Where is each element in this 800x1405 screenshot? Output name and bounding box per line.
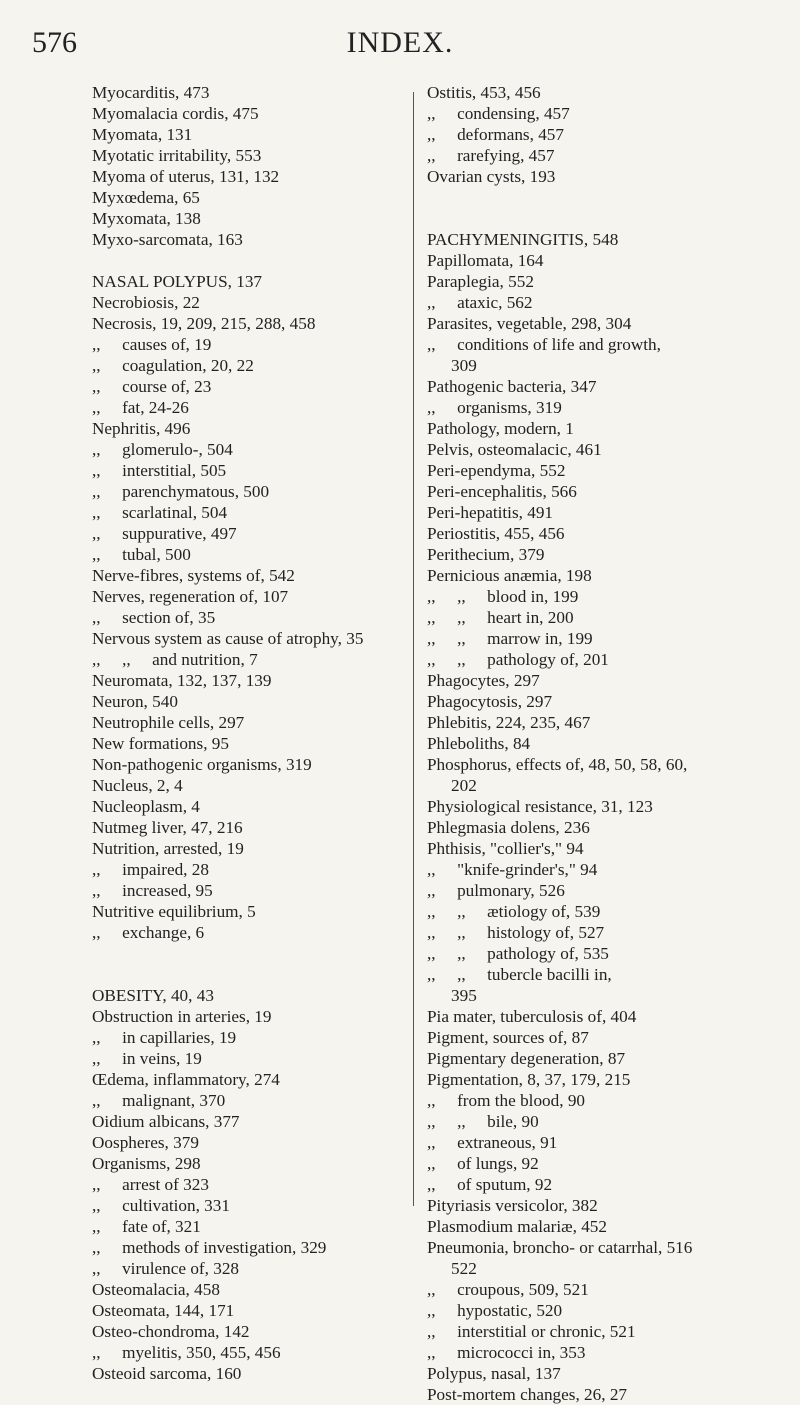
index-entry: ,, interstitial or chronic, 521 <box>427 1322 636 1341</box>
index-entry: Pigmentary degeneration, 87 <box>427 1049 626 1068</box>
right-index-column <box>427 82 782 1405</box>
index-entry: ,, from the blood, 90 <box>427 1091 586 1110</box>
index-entry: Phagocytes, 297 <box>427 671 540 690</box>
index-entry: ,, exchange, 6 <box>92 923 205 942</box>
index-entry: Papillomata, 164 <box>427 251 544 270</box>
index-entry: ,, deformans, 457 <box>427 125 564 144</box>
index-entry: ,, section of, 35 <box>92 608 216 627</box>
column-divider <box>413 92 414 1206</box>
index-entry: ,, condensing, 457 <box>427 104 570 123</box>
index-entry: Phthisis, "collier's," 94 <box>427 839 584 858</box>
index-entry: Nucleoplasm, 4 <box>92 797 200 816</box>
index-entry: ,, increased, 95 <box>92 881 213 900</box>
index-entry: Peri-hepatitis, 491 <box>427 503 554 522</box>
index-entry: Necrosis, 19, 209, 215, 288, 458 <box>92 314 316 333</box>
index-entry: Pathogenic bacteria, 347 <box>427 377 597 396</box>
index-entry: Post-mortem changes, 26, 27 <box>427 1385 628 1404</box>
index-entry: ,, ,, blood in, 199 <box>427 587 579 606</box>
index-entry: ,, ,, bile, 90 <box>427 1112 539 1131</box>
index-spacer <box>92 943 412 964</box>
index-entry: Nucleus, 2, 4 <box>92 776 183 795</box>
index-entry: Myomalacia cordis, 475 <box>92 104 259 123</box>
index-entry: Nephritis, 496 <box>92 419 191 438</box>
index-entry: 522 <box>451 1259 477 1278</box>
index-entry: Myxœdema, 65 <box>92 188 200 207</box>
index-spacer <box>92 964 412 985</box>
index-entry: Nutrition, arrested, 19 <box>92 839 244 858</box>
index-entry: Ostitis, 453, 456 <box>427 83 541 102</box>
index-entry: PACHYMENINGITIS, 548 <box>427 230 619 249</box>
index-entry: ,, rarefying, 457 <box>427 146 555 165</box>
index-entry: Pigment, sources of, 87 <box>427 1028 589 1047</box>
index-entry: ,, ,, tubercle bacilli in, <box>427 965 612 984</box>
index-entry: Phagocytosis, 297 <box>427 692 553 711</box>
index-entry: Nutritive equilibrium, 5 <box>92 902 256 921</box>
index-entry: ,, in veins, 19 <box>92 1049 202 1068</box>
left-index-column <box>92 82 412 1384</box>
index-entry: ,, parenchymatous, 500 <box>92 482 270 501</box>
index-entry: ,, malignant, 370 <box>92 1091 226 1110</box>
index-entry: Osteoid sarcoma, 160 <box>92 1364 242 1383</box>
index-entry: ,, coagulation, 20, 22 <box>92 356 254 375</box>
index-entry: ,, course of, 23 <box>92 377 212 396</box>
index-spacer <box>427 187 782 208</box>
index-entry: Nerves, regeneration of, 107 <box>92 587 289 606</box>
index-entry: Pelvis, osteomalacic, 461 <box>427 440 602 459</box>
index-entry: Parasites, vegetable, 298, 304 <box>427 314 632 333</box>
index-entry: Nerve-fibres, systems of, 542 <box>92 566 295 585</box>
index-entry: Neutrophile cells, 297 <box>92 713 245 732</box>
index-entry: Organisms, 298 <box>92 1154 201 1173</box>
index-entry: Phlebitis, 224, 235, 467 <box>427 713 591 732</box>
index-entry: ,, causes of, 19 <box>92 335 212 354</box>
index-entry: Osteo-chondroma, 142 <box>92 1322 250 1341</box>
index-entry: ,, in capillaries, 19 <box>92 1028 237 1047</box>
index-entry: Myomata, 131 <box>92 125 193 144</box>
index-entry: 202 <box>451 776 477 795</box>
index-entry: ,, methods of investigation, 329 <box>92 1238 327 1257</box>
index-entry: Myoma of uterus, 131, 132 <box>92 167 280 186</box>
index-entry: ,, myelitis, 350, 455, 456 <box>92 1343 281 1362</box>
index-entry: ,, virulence of, 328 <box>92 1259 240 1278</box>
index-entry: ,, organisms, 319 <box>427 398 562 417</box>
index-entry: Obstruction in arteries, 19 <box>92 1007 272 1026</box>
index-entry: ,, interstitial, 505 <box>92 461 227 480</box>
index-entry: ,, ,, pathology of, 535 <box>427 944 609 963</box>
index-entry: Plasmodium malariæ, 452 <box>427 1217 607 1236</box>
index-entry: Œdema, inflammatory, 274 <box>92 1070 280 1089</box>
index-entry: ,, tubal, 500 <box>92 545 191 564</box>
index-spacer <box>92 250 412 271</box>
index-entry: New formations, 95 <box>92 734 229 753</box>
index-entry: ,, arrest of 323 <box>92 1175 209 1194</box>
index-spacer <box>427 208 782 229</box>
index-entry: Perithecium, 379 <box>427 545 545 564</box>
index-entry: ,, fate of, 321 <box>92 1217 201 1236</box>
index-entry: ,, ,, heart in, 200 <box>427 608 574 627</box>
index-entry: Pia mater, tuberculosis of, 404 <box>427 1007 637 1026</box>
index-entry: Necrobiosis, 22 <box>92 293 200 312</box>
page-title: INDEX. <box>346 26 454 59</box>
index-entry: Peri-ependyma, 552 <box>427 461 566 480</box>
index-entry: ,, ,, and nutrition, 7 <box>92 650 258 669</box>
index-entry: Periostitis, 455, 456 <box>427 524 565 543</box>
index-entry: Neuron, 540 <box>92 692 178 711</box>
index-entry: ,, fat, 24-26 <box>92 398 189 417</box>
index-entry: Phlegmasia dolens, 236 <box>427 818 590 837</box>
index-entry: Pityriasis versicolor, 382 <box>427 1196 598 1215</box>
index-entry: ,, "knife-grinder's," 94 <box>427 860 598 879</box>
index-entry: ,, suppurative, 497 <box>92 524 237 543</box>
index-entry: ,, micrococci in, 353 <box>427 1343 586 1362</box>
index-entry: ,, scarlatinal, 504 <box>92 503 228 522</box>
index-entry: ,, cultivation, 331 <box>92 1196 230 1215</box>
index-entry: ,, impaired, 28 <box>92 860 209 879</box>
index-entry: ,, ,, histology of, 527 <box>427 923 605 942</box>
index-entry: ,, glomerulo-, 504 <box>92 440 233 459</box>
index-entry: NASAL POLYPUS, 137 <box>92 272 263 291</box>
index-entry: ,, conditions of life and growth, <box>427 335 661 354</box>
index-entry: Osteomata, 144, 171 <box>92 1301 235 1320</box>
index-entry: Nervous system as cause of atrophy, 35 <box>92 629 364 648</box>
index-entry: OBESITY, 40, 43 <box>92 986 214 1005</box>
index-entry: ,, ,, pathology of, 201 <box>427 650 609 669</box>
index-entry: ,, ,, marrow in, 199 <box>427 629 593 648</box>
index-entry: Non-pathogenic organisms, 319 <box>92 755 312 774</box>
index-entry: ,, of lungs, 92 <box>427 1154 539 1173</box>
index-entry: Polypus, nasal, 137 <box>427 1364 561 1383</box>
index-entry: ,, ataxic, 562 <box>427 293 533 312</box>
index-entry: 309 <box>451 356 477 375</box>
index-entry: Oospheres, 379 <box>92 1133 199 1152</box>
index-entry: Neuromata, 132, 137, 139 <box>92 671 272 690</box>
index-entry: Nutmeg liver, 47, 216 <box>92 818 243 837</box>
index-entry: Ovarian cysts, 193 <box>427 167 556 186</box>
index-entry: Pernicious anæmia, 198 <box>427 566 592 585</box>
index-entry: ,, ,, ætiology of, 539 <box>427 902 601 921</box>
index-entry: ,, pulmonary, 526 <box>427 881 565 900</box>
index-entry: ,, hypostatic, 520 <box>427 1301 563 1320</box>
index-entry: Pigmentation, 8, 37, 179, 215 <box>427 1070 631 1089</box>
index-entry: Physiological resistance, 31, 123 <box>427 797 653 816</box>
index-entry: Myotatic irritability, 553 <box>92 146 262 165</box>
index-entry: 395 <box>451 986 477 1005</box>
index-entry: ,, croupous, 509, 521 <box>427 1280 589 1299</box>
index-entry: Phosphorus, effects of, 48, 50, 58, 60, <box>427 755 688 774</box>
index-entry: Myxomata, 138 <box>92 209 201 228</box>
page-number: 576 <box>32 26 77 59</box>
index-entry: Phleboliths, 84 <box>427 734 531 753</box>
index-entry: Paraplegia, 552 <box>427 272 534 291</box>
index-entry: Oidium albicans, 377 <box>92 1112 240 1131</box>
index-entry: ,, of sputum, 92 <box>427 1175 553 1194</box>
index-entry: Myocarditis, 473 <box>92 83 210 102</box>
index-entry: Peri-encephalitis, 566 <box>427 482 577 501</box>
index-entry: Myxo-sarcomata, 163 <box>92 230 243 249</box>
index-entry: ,, extraneous, 91 <box>427 1133 558 1152</box>
index-entry: Pathology, modern, 1 <box>427 419 574 438</box>
index-entry: Osteomalacia, 458 <box>92 1280 220 1299</box>
index-entry: Pneumonia, broncho- or catarrhal, 516 <box>427 1238 693 1257</box>
